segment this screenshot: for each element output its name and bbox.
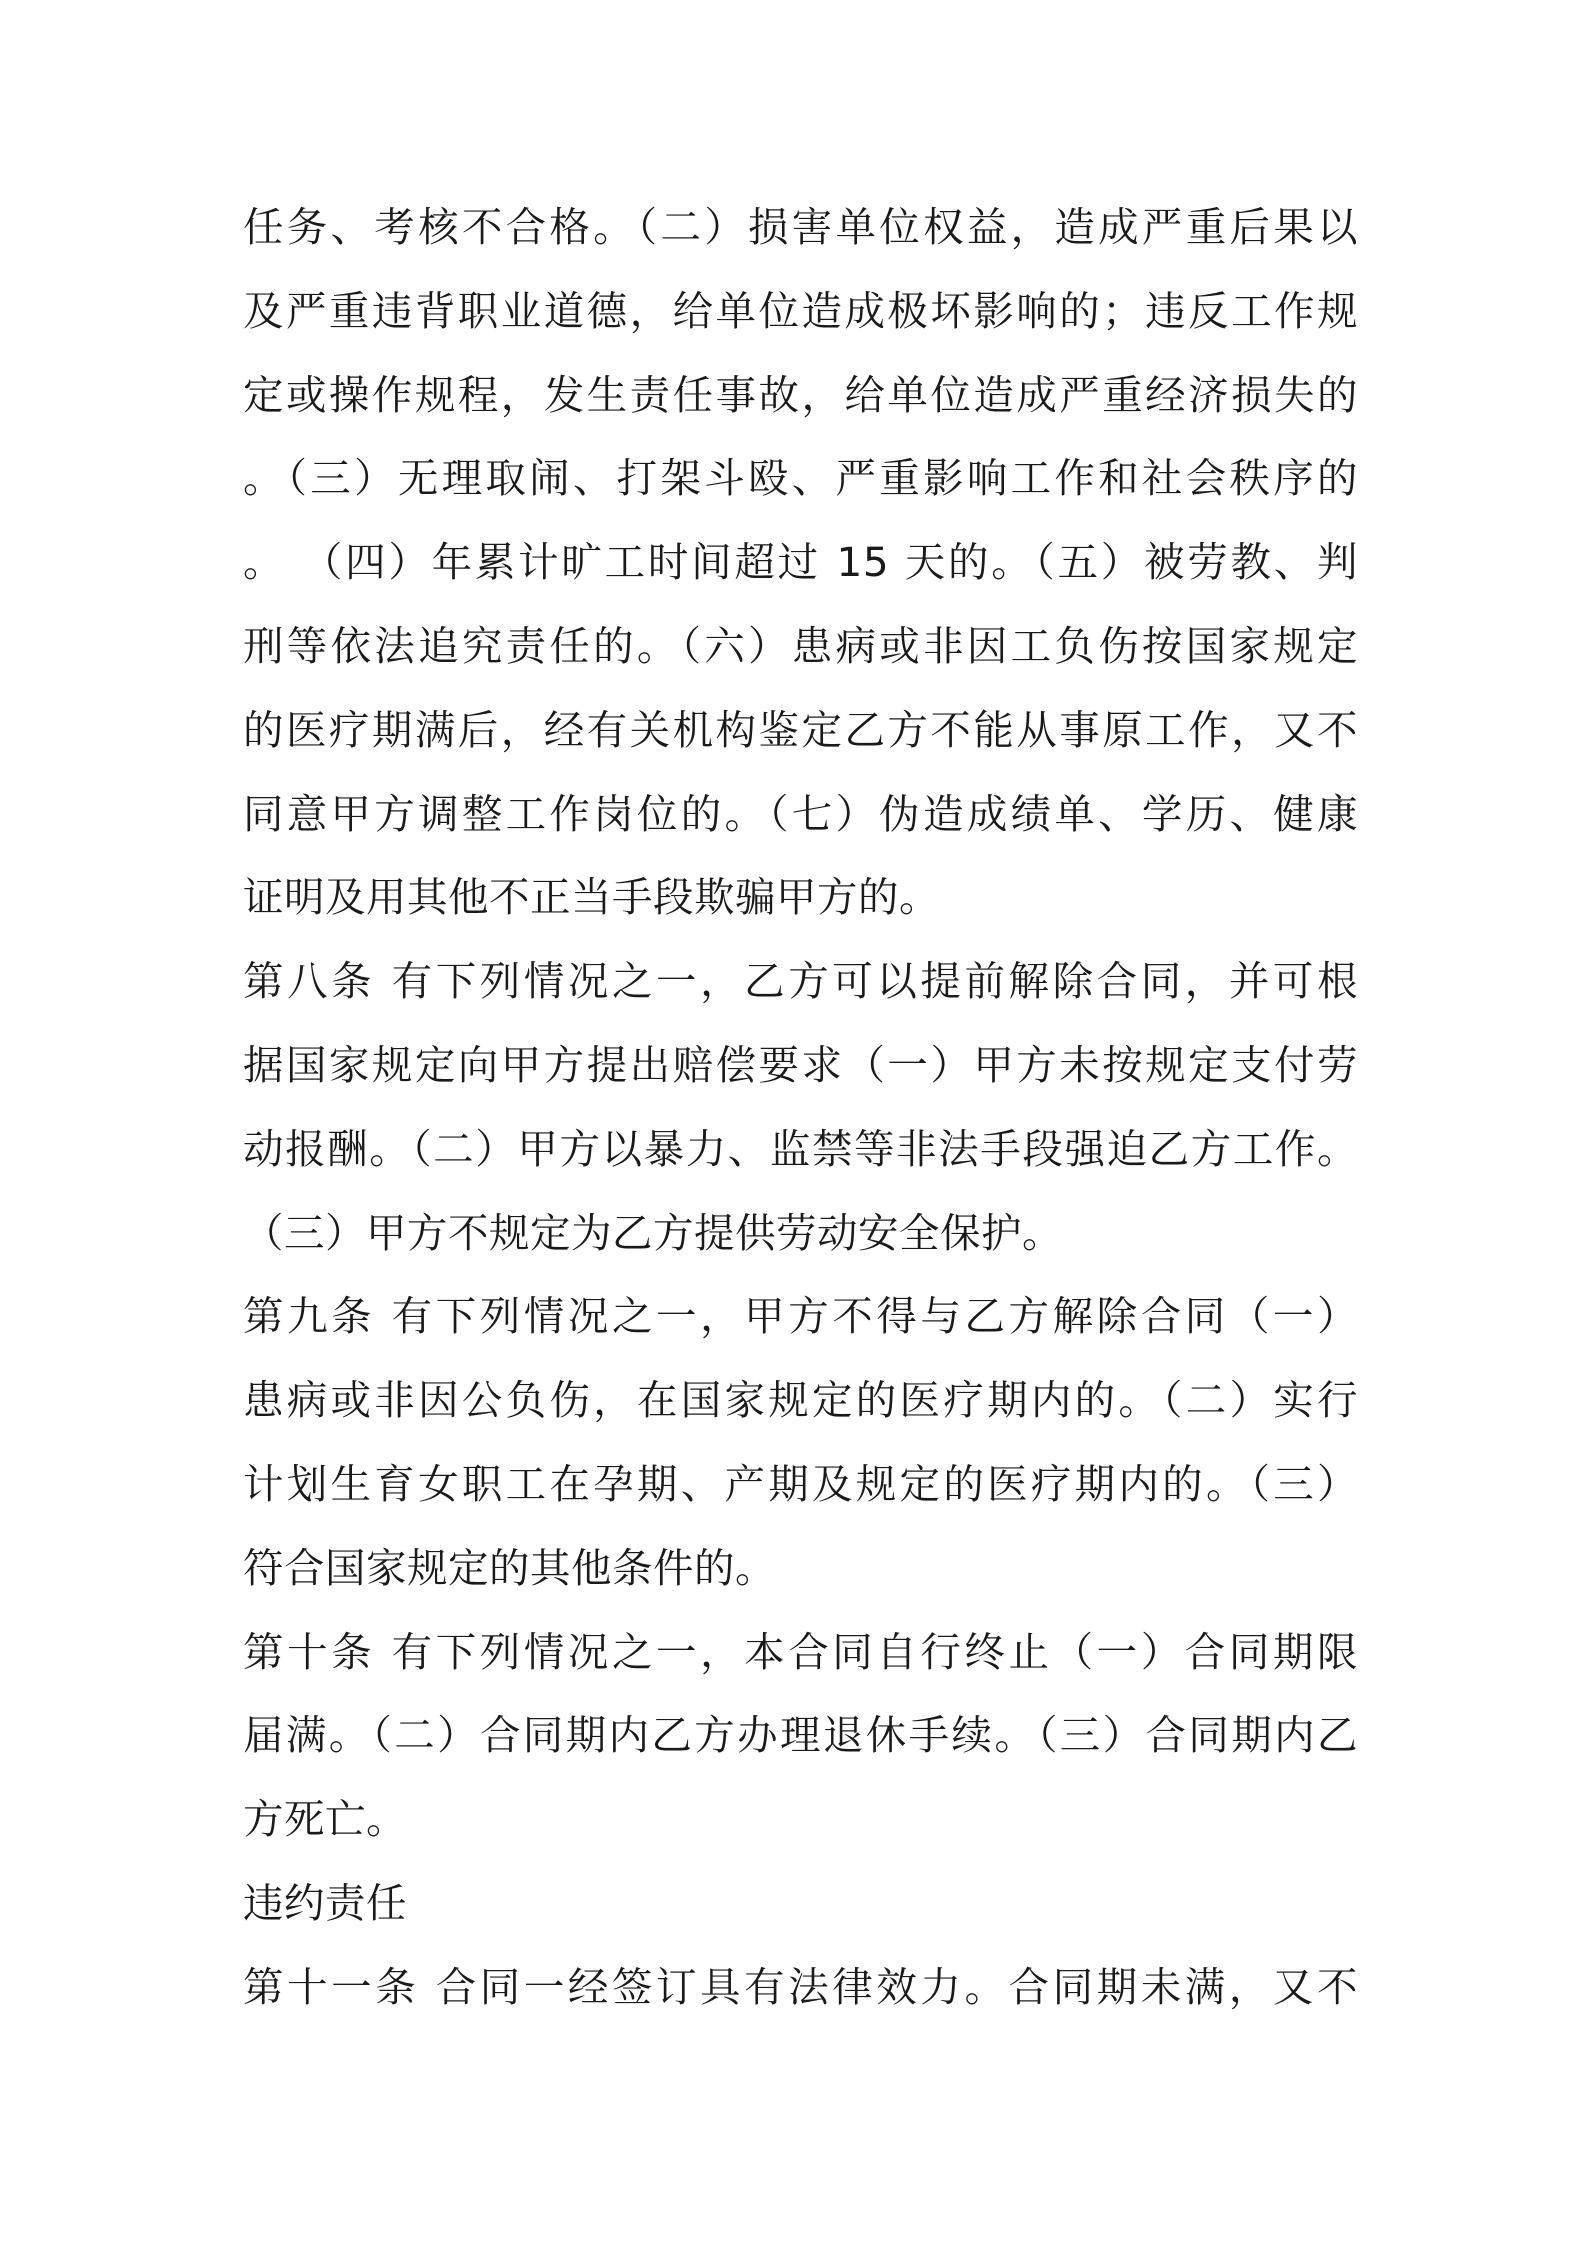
- text-line: 符合国家规定的其他条件的。: [243, 1543, 776, 1592]
- text-line: 方死亡。: [243, 1795, 407, 1844]
- text-line: 第十条 有下列情况之一，本合同自行终止（一）合同期限: [243, 1627, 1358, 1676]
- text-line: 据国家规定向甲方提出赔偿要求（一）甲方未按规定支付劳: [243, 1040, 1358, 1089]
- text-line: 第十一条 合同一经签订具有法律效力。合同期未满，又不: [243, 1962, 1358, 2011]
- text-line: 届满。（二）合同期内乙方办理退休手续。（三）合同期内乙: [243, 1711, 1358, 1760]
- contract-text-body: [243, 200, 1358, 2044]
- text-line: （三）甲方不规定为乙方提供劳动安全保护。: [243, 1208, 1063, 1257]
- text-line: 。 （四）年累计旷工时间超过 15 天的。（五）被劳教、判: [243, 538, 1358, 587]
- text-line: 定或操作规程，发生责任事故，给单位造成严重经济损失的: [243, 370, 1358, 419]
- text-line: 刑等依法追究责任的。（六）患病或非因工负伤按国家规定: [243, 621, 1358, 670]
- text-line: 动报酬。（二）甲方以暴力、监禁等非法手段强迫乙方工作。: [243, 1124, 1358, 1173]
- text-line: 患病或非因公负伤，在国家规定的医疗期内的。（二）实行: [243, 1376, 1358, 1425]
- text-line: 计划生育女职工在孕期、产期及规定的医疗期内的。（三）: [243, 1459, 1358, 1508]
- text-line: 同意甲方调整工作岗位的。（七）伪造成绩单、学历、健康: [243, 789, 1358, 838]
- text-line: 任务、考核不合格。（二）损害单位权益，造成严重后果以: [243, 203, 1358, 251]
- text-line: 的医疗期满后，经有关机构鉴定乙方不能从事原工作，又不: [243, 705, 1358, 754]
- text-line: 及严重违背职业道德，给单位造成极坏影响的；违反工作规: [243, 286, 1358, 335]
- text-line: 第九条 有下列情况之一，甲方不得与乙方解除合同（一）: [243, 1292, 1358, 1341]
- text-line: 证明及用其他不正当手段欺骗甲方的。: [243, 873, 940, 922]
- text-line: 。（三）无理取闹、打架斗殴、严重影响工作和社会秩序的: [243, 454, 1358, 503]
- text-line: 第八条 有下列情况之一，乙方可以提前解除合同，并可根: [243, 957, 1358, 1006]
- text-line: 违约责任: [243, 1878, 407, 1927]
